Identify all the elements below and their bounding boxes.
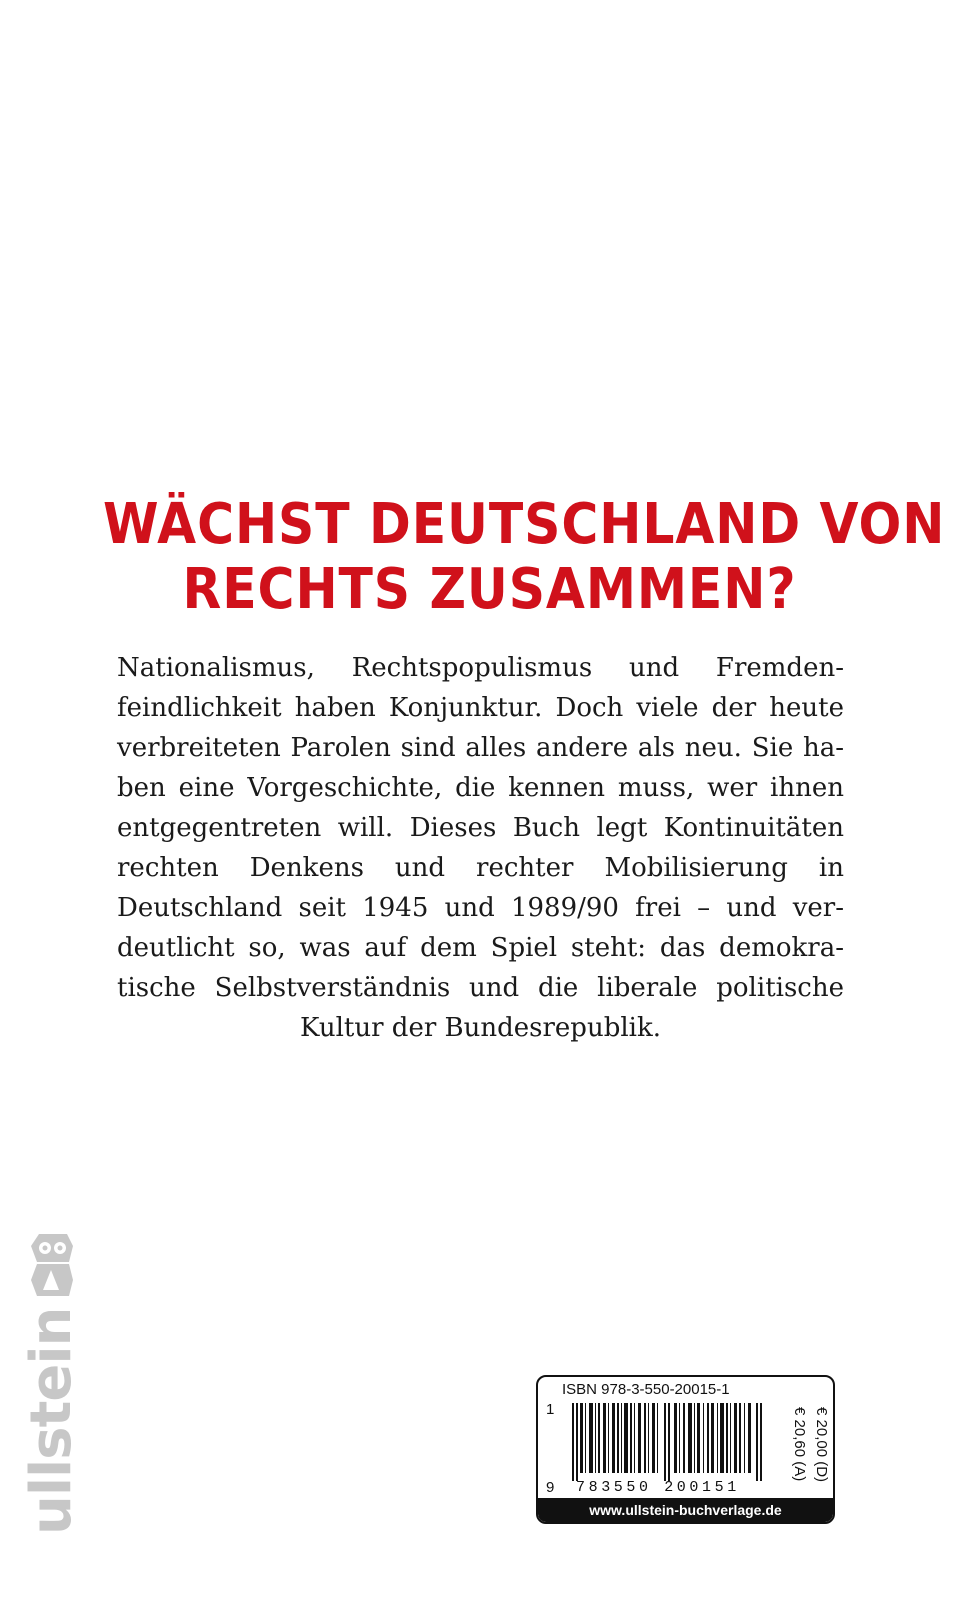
publisher-name: ullstein xyxy=(19,1307,84,1535)
blurb-line: entgegentreten will. Dieses Buch legt Kontinuitäten xyxy=(117,813,844,843)
publisher-logo xyxy=(19,1205,84,1535)
headline-line-2: RECHTS ZUSAMMEN? xyxy=(182,557,797,622)
blurb-line: rechten Denkens und rechter Mobilisierung in xyxy=(117,853,844,883)
barcode-digits: 783550 200151 xyxy=(576,1479,740,1496)
blurb-line: ben eine Vorgeschichte, die kennen muss, wer ihnen xyxy=(117,773,844,803)
price-austria: € 20,60 (A) xyxy=(791,1407,808,1482)
blurb-line: verbreiteten Parolen sind alles andere als neu. Sie ha- xyxy=(117,733,844,763)
barcode-first-digit: 9 xyxy=(546,1479,555,1496)
blurb-line: feindlichkeit haben Konjunktur. Doch viele der heute xyxy=(117,693,844,723)
barcode-lead-digit: 1 xyxy=(546,1401,555,1418)
blurb-line: Kultur der Bundesrepublik. xyxy=(300,1013,661,1043)
headline-line-1: WÄCHST DEUTSCHLAND VON xyxy=(102,492,946,557)
blurb-line: tische Selbstverständnis und die liberale politische xyxy=(117,973,844,1003)
isbn-number: ISBN 978-3-550-20015-1 xyxy=(562,1381,730,1398)
headline xyxy=(102,492,946,622)
price-block xyxy=(784,1407,830,1497)
barcode-label xyxy=(536,1375,835,1524)
price-germany: € 20,00 (D) xyxy=(813,1407,830,1483)
blurb-line: Deutschland seit 1945 und 1989/90 frei – und ver- xyxy=(117,893,844,923)
blurb-text xyxy=(117,648,844,1048)
blurb-line: Nationalismus, Rechtspopulismus und Fremden- xyxy=(117,653,844,683)
publisher-url: www.ullstein-buchverlage.de xyxy=(538,1498,833,1522)
owl-icon xyxy=(29,1230,75,1300)
blurb-line: deutlicht so, was auf dem Spiel steht: das demokra- xyxy=(117,933,844,963)
barcode-bars xyxy=(560,1403,774,1481)
